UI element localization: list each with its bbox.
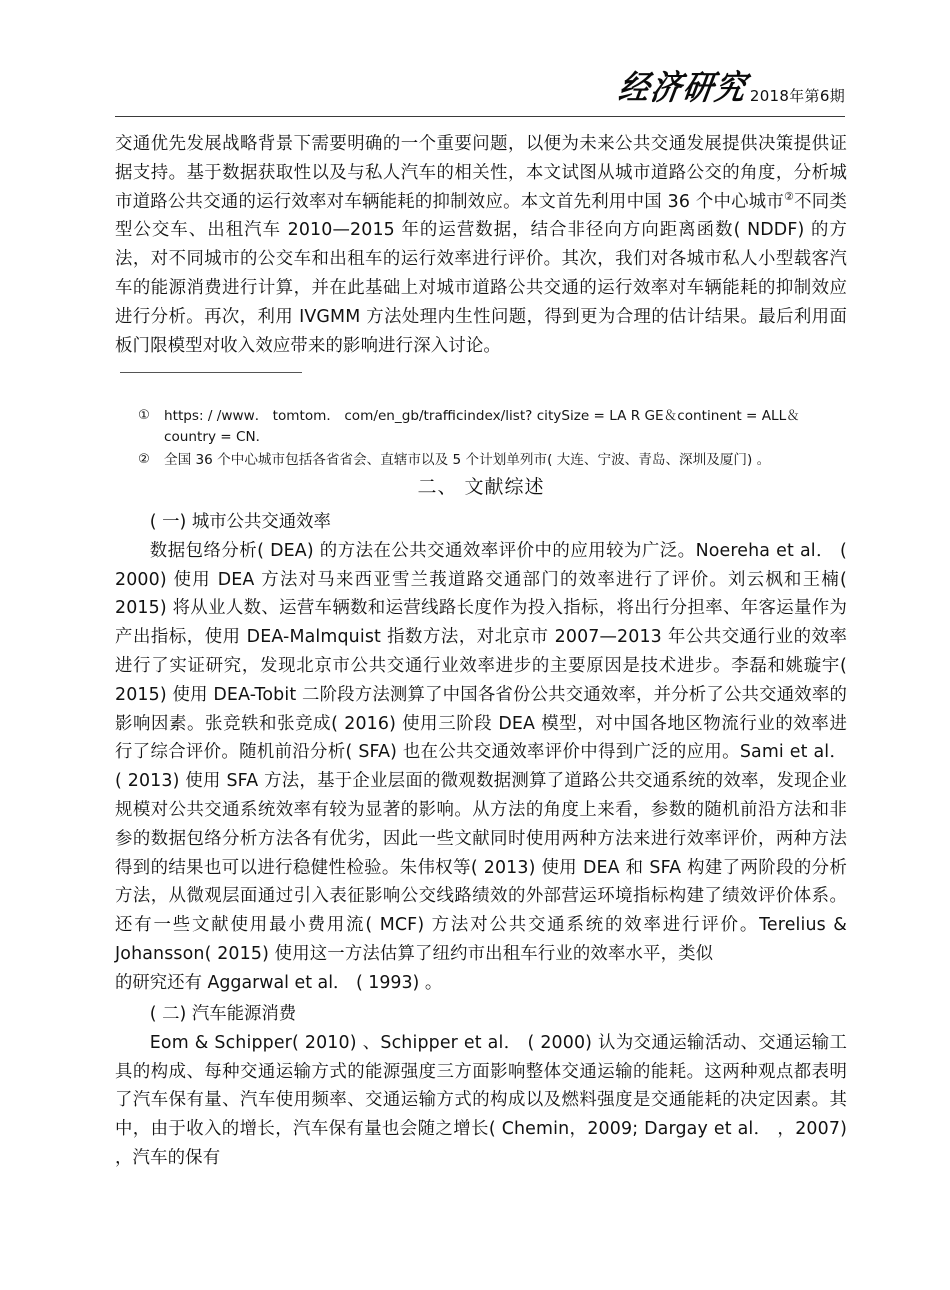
paragraph-intro (115, 130, 847, 360)
footnote-list (138, 406, 850, 474)
body-column-top (115, 130, 847, 360)
footnote-marker: ① (138, 408, 150, 423)
footnote-item (138, 450, 850, 471)
subsection-1-paragraph: 数据包络分析( DEA) 的方法在公共交通效率评价中的应用较为广泛。Noereha et al． ( 2000) 使用 DEA 方法对马来西亚雪兰莪道路交通部门的效率进行了评价。刘云枫和王楠( 2015) 将从业人数、运营车辆数和运营线路长度作为投入指标，将出行分担率、年客运量作为产出指标，使用 DEA-Malmquist 指数方法，对北京市 2007—2013 年公共交通行业的效率进行了实证研究，发现北京市公共交通行业效率进步的主要原因是技术进步。李磊和姚璇宇( 2015) 使用 DEA-Tobit 二阶段方法测算了中国各省份公共交通效率，并分析了公共交通效率的影响因素。张竞轶和张竞成( 2016) 使用三阶段 DEA 模型，对中国各地区物流行业的效率进行了综合评价。随机前沿分析( SFA) 也在公共交通效率评价中得到广泛的应用。Sami et al． ( 2013) 使用 SFA 方法，基于企业层面的微观数据测算了道路公共交通系统的效率，发现企业规模对公共交通系统效率有较为显著的影响。从方法的角度上来看，参数的随机前沿方法和非参的数据包络分析方法各有优劣，因此一些文献同时使用两种方法来进行效率评价，两种方法得到的结果也可以进行稳健性检验。朱伟权等( 2013) 使用 DEA 和 SFA 构建了两阶段的分析方法，从微观层面通过引入表征影响公交线路绩效的外部营运环境指标构建了绩效评价体系。还有一些文献使用最小费用流( MCF) 方法对公共交通系统的效率进行评价。Terelius & Johansson( 2015) 使用这一方法估算了纽约市出租车行业的效率水平，类似 (115, 540, 847, 964)
subsection-2-heading: ( 二) 汽车能源消费 (149, 1004, 297, 1024)
paragraph-intro-part2: 不同类型公交车、出租汽车 2010—2015 年的运营数据，结合非径向方向距离函数( NDDF) 的方法，对不同城市的公交车和出租车的运行效率进行评价。其次，我们对各城市私人小型载客汽车的能源消费进行计算，并在此基础上对城市道路公共交通的运行效率对车辆能耗的抑制效应进行分析。再次，利用 IVGMM 方法处理内生性问题，得到更为合理的估计结果。最后利用面板门限模型对收入效应带来的影响进行深入讨论。 (115, 191, 847, 356)
footnote-ref-2: ② (784, 189, 795, 203)
subsection-2-paragraph: Eom & Schipper( 2010) 、Schipper et al． ( 2000) 认为交通运输活动、交通运输工具的构成、每种交通运输方式的能源强度三方面影响整体交通运输的能耗。这两种观点都表明了汽车保有量、汽车使用频率、交通运输方式的构成以及燃料强度是交通能耗的决定因素。其中，由于收入的增长，汽车保有量也会随之增长( Chemin，2009; Dargay et al． ，2007) ，汽车的保有 (115, 1032, 847, 1168)
subsection-2 (115, 1000, 847, 1173)
section-heading: 二、 文献综述 (417, 476, 545, 498)
footnote-marker: ② (138, 452, 150, 467)
footnote-text: https: / /www． tomtom． com/en_gb/trafficindex/list? citySize = LA R GE＆continent = ALL＆country = CN． (164, 408, 800, 445)
running-head (115, 62, 845, 114)
subsection-1 (115, 508, 847, 998)
header-divider (115, 116, 845, 117)
footnote-divider (120, 372, 302, 373)
paragraph-intro-part1: 交通优先发展战略背景下需要明确的一个重要问题，以便为未来公共交通发展提供决策提供证据支持。基于数据获取性以及与私人汽车的相关性，本文试图从城市道路公交的角度，分析城市道路公共交通的运行效率对车辆能耗的抑制效应。本文首先利用中国 36 个中心城市 (115, 134, 847, 212)
issue-label: 2018年第6期 (749, 87, 845, 105)
subsection-1-trailing-line: 的研究还有 Aggarwal et al． ( 1993) 。 (115, 972, 443, 993)
footnote-item (138, 406, 850, 447)
footnote-text: 全国 36 个中心城市包括各省省会、直辖市以及 5 个计划单列市( 大连、宁波、青岛、深圳及厦门) 。 (164, 452, 771, 468)
subsection-1-heading: ( 一) 城市公共交通效率 (149, 512, 331, 532)
journal-title-calligraphy: 经济研究 (615, 68, 751, 108)
